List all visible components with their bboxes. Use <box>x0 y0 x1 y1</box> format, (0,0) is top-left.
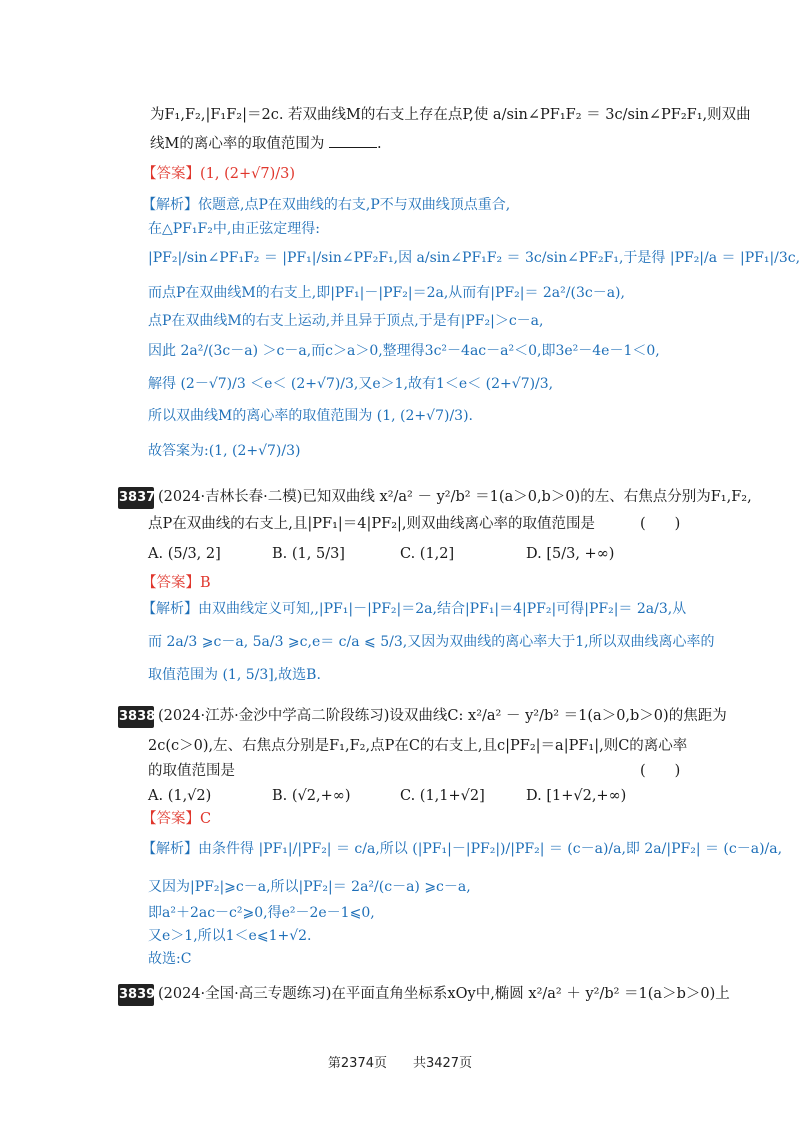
q3838-stem-line-2: 2c(c＞0),左、右焦点分别是F₁,F₂,点P在C的右支上,且c|PF₂|＝a|PF₁|,则C的离心率 <box>148 738 688 754</box>
q3839-stem-line-1: (2024·全国·高三专题练习)在平面直角坐标系xOy中,椭圆 x²/a² ＋ y²/b² ＝1(a＞b＞0)上 <box>158 986 730 1002</box>
q3837-option-b: B. (1, 5/3] <box>272 546 345 562</box>
answer-value: C <box>200 811 212 827</box>
q3838-analysis-line <box>142 838 782 860</box>
analysis-label: 【解析】 <box>142 601 198 617</box>
q3838-stem-line-3: 的取值范围是 <box>148 763 235 779</box>
q3837-stem-line-2: 点P在双曲线的右支上,且|PF₁|＝4|PF₂|,则双曲线离心率的取值范围是 <box>148 516 595 532</box>
q3838-option-a: A. (1,√2) <box>148 788 212 804</box>
question-number-badge: 3837 <box>118 487 154 509</box>
q3838-answer-paren: ( ) <box>640 763 681 779</box>
q3836-answer <box>142 163 295 185</box>
q3838-option-b: B. (√2,+∞) <box>272 788 351 804</box>
q3837-analysis-line: 而 2a/3 ⩾c－a, 5a/3 ⩾c,e＝ c/a ⩽ 5/3,又因为双曲线的离心率大于1,所以双曲线离心率的 <box>148 634 715 650</box>
q3837-analysis-line: 取值范围为 (1, 5/3],故选B. <box>148 667 321 683</box>
q3837-option-a: A. (5/3, 2] <box>148 546 221 562</box>
q3836-analysis-line: 因此 2a²/(3c－a) ＞c－a,而c＞a＞0,整理得3c²－4ac－a²＜0,即3e²－4e－1＜0, <box>148 343 660 359</box>
q3837-answer-paren: ( ) <box>640 516 681 532</box>
q3836-analysis-line: 所以双曲线M的离心率的取值范围为 (1, (2+√7)/3). <box>148 408 473 424</box>
q3837-option-d: D. [5/3, +∞) <box>526 546 615 562</box>
answer-value: B <box>200 575 211 591</box>
q3836-analysis-line: 在△PF₁F₂中,由正弦定理得: <box>148 221 321 237</box>
answer-label: 【答案】 <box>142 811 200 827</box>
answer-value: (1, (2+√7)/3) <box>200 166 296 182</box>
answer-label: 【答案】 <box>142 166 200 182</box>
page-footer: 第2374页 共3427页 <box>327 1056 473 1071</box>
question-number-badge: 3839 <box>118 984 154 1006</box>
question-number-badge: 3838 <box>118 706 154 728</box>
q3836-analysis-line: 点P在双曲线M的右支上运动,并且异于顶点,于是有|PF₂|＞c－a, <box>148 313 544 329</box>
answer-blank <box>329 133 377 148</box>
answer-label: 【答案】 <box>142 575 200 591</box>
q3838-stem-line-1: (2024·江苏·金沙中学高二阶段练习)设双曲线C: x²/a² － y²/b² ＝1(a＞0,b＞0)的焦距为 <box>158 708 727 724</box>
intro-line-2-text: 线M的离心率的取值范围为 <box>150 136 325 152</box>
intro-line-1: 为F₁,F₂,|F₁F₂|＝2c. 若双曲线M的右支上存在点P,使 a/sin∠PF₁F₂ ＝ 3c/sin∠PF₂F₁,则双曲 <box>150 107 751 123</box>
analysis-text: 依题意,点P在双曲线的右支,P不与双曲线顶点重合, <box>198 197 511 213</box>
analysis-label: 【解析】 <box>142 197 198 213</box>
q3837-answer <box>142 572 211 594</box>
analysis-text: 由双曲线定义可知,,|PF₁|－|PF₂|＝2a,结合|PF₁|＝4|PF₂|可得|PF₂|＝ 2a/3,从 <box>198 601 687 617</box>
q3836-analysis-line: 故答案为:(1, (2+√7)/3) <box>148 443 301 459</box>
q3837-analysis-line <box>142 598 686 620</box>
analysis-label: 【解析】 <box>142 841 198 857</box>
q3836-analysis-line: |PF₂|/sin∠PF₁F₂ ＝ |PF₁|/sin∠PF₂F₁,因 a/sin∠PF₁F₂ ＝ 3c/sin∠PF₂F₁,于是得 |PF₂|/a ＝ |PF₁|/3c, <box>148 250 800 266</box>
q3838-analysis-line: 故选:C <box>148 951 192 967</box>
q3836-analysis-line: 而点P在双曲线M的右支上,即|PF₁|－|PF₂|＝2a,从而有|PF₂|＝ 2a²/(3c－a), <box>148 285 625 301</box>
q3838-analysis-line: 即a²＋2ac－c²⩾0,得e²－2e－1⩽0, <box>148 905 375 921</box>
q3838-option-d: D. [1+√2,+∞) <box>526 788 627 804</box>
q3836-analysis-line <box>142 194 510 216</box>
q3838-option-c: C. (1,1+√2] <box>400 788 485 804</box>
q3837-option-c: C. (1,2] <box>400 546 455 562</box>
analysis-text: 由条件得 |PF₁|/|PF₂| ＝ c/a,所以 (|PF₁|－|PF₂|)/|PF₂| ＝ (c－a)/a,即 2a/|PF₂| ＝ (c－a)/a, <box>198 841 783 857</box>
q3838-analysis-line: 又e＞1,所以1＜e⩽1+√2. <box>148 928 312 944</box>
q3838-analysis-line: 又因为|PF₂|⩾c－a,所以|PF₂|＝ 2a²/(c－a) ⩾c－a, <box>148 879 471 895</box>
q3837-stem-line-1: (2024·吉林长春·二模)已知双曲线 x²/a² － y²/b² ＝1(a＞0,b＞0)的左、右焦点分别为F₁,F₂, <box>158 489 752 505</box>
q3838-answer <box>142 808 211 830</box>
intro-line-2-end: . <box>376 136 382 152</box>
q3836-analysis-line: 解得 (2－√7)/3 ＜e＜ (2+√7)/3,又e＞1,故有1＜e＜ (2+√7)/3, <box>148 376 554 392</box>
intro-line-2 <box>150 133 382 155</box>
